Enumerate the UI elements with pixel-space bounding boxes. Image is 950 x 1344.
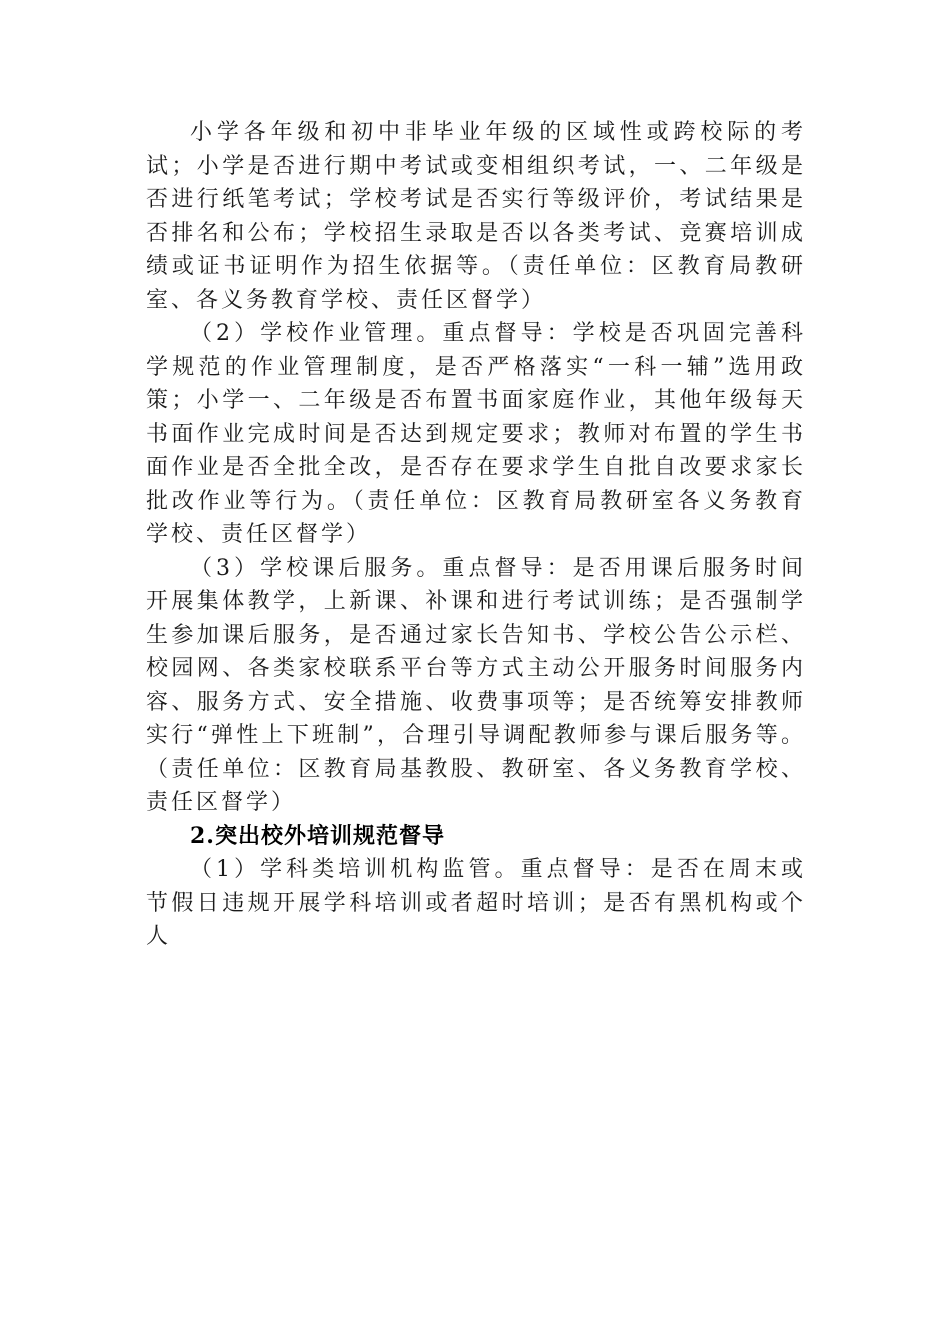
paragraph-training-institution-supervision: （1）学科类培训机构监管。重点督导：是否在周末或节假日违规开展学科培训或者超时培训；是否有黑机构或个人	[146, 857, 806, 949]
section-heading-offcampus-training: 2.突出校外培训规范督导	[190, 822, 445, 849]
document-body	[146, 116, 806, 954]
paragraph-exam-management: 小学各年级和初中非毕业年级的区域性或跨校际的考试；小学是否进行期中考试或变相组织考试，一、二年级是否进行纸笔考试；学校考试是否实行等级评价，考试结果是否排名和公布；学校招生录取是否以各类考试、竞赛培训成绩或证书证明作为招生依据等。（责任单位：区教育局教研室、各义务教育学校、责任区督学）	[146, 120, 806, 313]
paragraph-after-school-service: （3）学校课后服务。重点督导：是否用课后服务时间开展集体教学，上新课、补课和进行考试训练；是否强制学生参加课后服务，是否通过家长告知书、学校公告公示栏、校园网、各类家校联系平台等方式主动公开服务时间服务内容、服务方式、安全措施、收费事项等；是否统筹安排教师实行“弹性上下班制”，合理引导调配教师参与课后服务等。（责任单位：区教育局基教股、教研室、各义务教育学校、责任区督学）	[146, 555, 806, 815]
paragraph-homework-management: （2）学校作业管理。重点督导：学校是否巩固完善科学规范的作业管理制度，是否严格落实“一科一辅”选用政策；小学一、二年级是否布置书面家庭作业，其他年级每天书面作业完成时间是否达到规定要求；教师对布置的学生书面作业是否全批全改，是否存在要求学生自批自改要求家长批改作业等行为。（责任单位：区教育局教研室各义务教育学校、责任区督学）	[146, 321, 806, 547]
